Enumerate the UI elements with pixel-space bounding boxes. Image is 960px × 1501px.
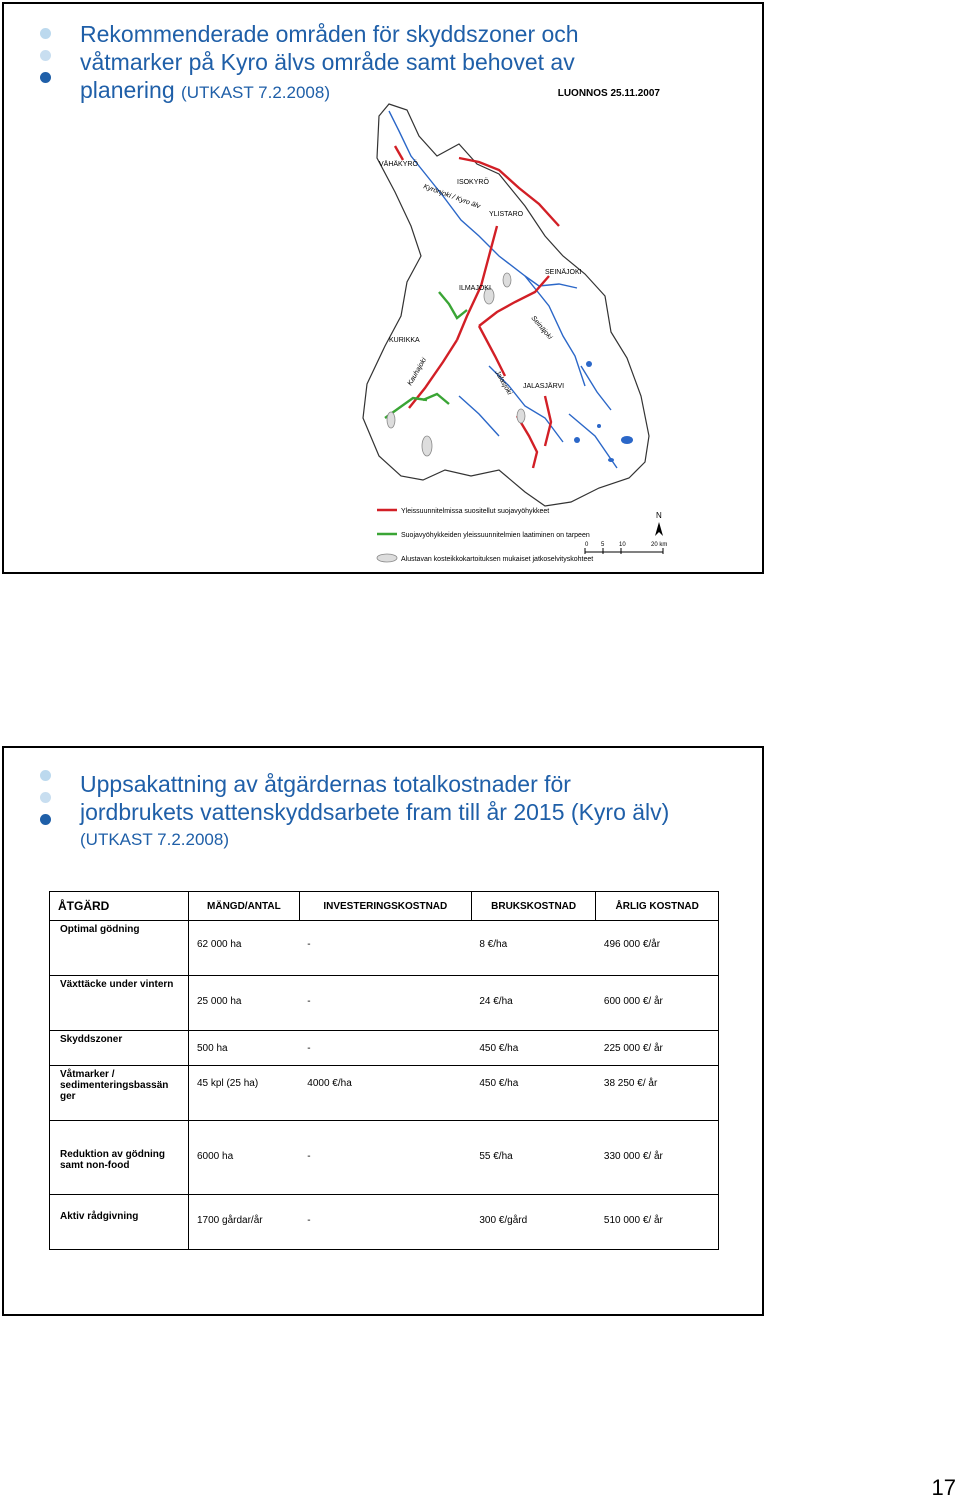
svg-text:0: 0 [585,542,589,548]
place-label: VÄHÄKYRÖ [379,161,418,168]
table-cell: 4000 €/ha [299,1066,471,1121]
lake [574,437,580,443]
table-cell: - [299,1195,471,1250]
title-line-text: planering [80,77,175,103]
table-row [50,921,719,976]
bullet-dot [40,72,51,83]
table-cell: 450 €/ha [471,1066,596,1121]
legend-swatch-grey [377,554,397,562]
lake [586,361,592,367]
table-cell: 8 €/ha [471,921,596,976]
table-cell: 25 000 ha [189,976,300,1031]
legend-label: Suojavyöhykkeiden yleissuunnitelmien laatiminen on tarpeen [401,532,590,539]
title-line: jordbrukets vattenskyddsarbete fram till år 2015 (Kyro älv) [80,799,670,825]
table-cell: 6000 ha [189,1121,300,1195]
column-header: MÄNGD/ANTAL [189,892,300,921]
table-header-row [50,892,719,921]
bullet-dot [40,50,51,61]
table-row [50,1195,719,1250]
wetland-site [503,273,511,287]
table-row [50,1121,719,1195]
table-row [50,1031,719,1066]
title-line: Rekommenderade områden för skyddszoner och [80,21,579,47]
table-cell: - [299,921,471,976]
table-row [50,1066,719,1121]
title-line: Uppsakattning av åtgärdernas totalkostnader för [80,771,571,797]
svg-text:20 km: 20 km [651,542,668,548]
bullet-dot [40,770,51,781]
table-cell: - [299,1121,471,1195]
svg-text:N: N [656,511,662,520]
wetland-site [422,436,432,456]
table-row [50,976,719,1031]
table-cell: 38 250 €/ år [596,1066,719,1121]
bullet-dot [40,792,51,803]
bullet-dot [40,814,51,825]
row-label: Våtmarker / sedimenteringsbassän ger [50,1066,189,1121]
title-line: våtmarker på Kyro älvs område samt behovet av [80,49,575,75]
row-label: Skyddszoner [50,1031,189,1066]
cost-table [49,891,719,1250]
river-basin-map [349,96,689,576]
svg-text:10: 10 [619,542,626,548]
table-cell: 62 000 ha [189,921,300,976]
column-header: ÅTGÄRD [50,892,189,921]
table-cell: 45 kpl (25 ha) [189,1066,300,1121]
row-label: Reduktion av gödning samt non-food [50,1121,189,1195]
table-cell: 24 €/ha [471,976,596,1031]
table-cell: 500 ha [189,1031,300,1066]
svg-text:5: 5 [601,542,605,548]
table-cell: - [299,976,471,1031]
table-cell: 55 €/ha [471,1121,596,1195]
place-label: ISOKYRÖ [457,179,489,186]
table-cell: - [299,1031,471,1066]
title-suffix: (UTKAST 7.2.2008) [80,830,229,849]
scale-bar [585,542,667,554]
column-header: BRUKSKOSTNAD [471,892,596,921]
row-label: Aktiv rådgivning [50,1195,189,1250]
legend-label: Alustavan kosteikkokartoituksen mukaiset jatkoselvityskohteet [401,556,594,563]
table-cell: 1700 gårdar/år [189,1195,300,1250]
table-cell: 600 000 €/ år [596,976,719,1031]
bullet-dot [40,28,51,39]
place-label: Kauhajoki [406,356,429,387]
place-label: Jalasjoki [493,369,513,397]
wetland-site [517,409,525,423]
column-header: INVESTERINGSKOSTNAD [299,892,471,921]
table-cell: 330 000 €/ år [596,1121,719,1195]
slide2-title [80,770,669,854]
place-label: JALASJÄRVI [523,383,565,390]
row-label: Växttäcke under vintern [50,976,189,1031]
place-label: KURIKKA [389,337,420,344]
place-label: SEINÄJOKI [545,269,582,276]
row-label: Optimal gödning [50,921,189,976]
title-suffix: (UTKAST 7.2.2008) [181,83,331,102]
column-header: ÅRLIG KOSTNAD [596,892,719,921]
wetland-site [387,412,395,428]
table-cell: 450 €/ha [471,1031,596,1066]
table-cell: 510 000 €/ år [596,1195,719,1250]
lake [621,436,633,444]
place-label: YLISTARO [489,211,524,218]
place-label: Seinäjoki [529,314,554,342]
slide1-title [80,20,579,107]
draft-stamp: LUONNOS 25.11.2007 [557,88,660,99]
legend-label: Yleissuunnitelmissa suositellut suojavyöhykkeet [401,508,550,515]
place-label: Kyrönjoki / Kyro älv [422,183,482,211]
lake [608,458,614,462]
table-cell: 300 €/gård [471,1195,596,1250]
lake [597,424,601,428]
place-label: ILMAJOKI [459,285,491,292]
table-cell: 496 000 €/år [596,921,719,976]
slide-map [2,2,764,574]
north-arrow [655,511,663,536]
page-number: 17 [931,1475,956,1500]
table-cell: 225 000 €/ år [596,1031,719,1066]
